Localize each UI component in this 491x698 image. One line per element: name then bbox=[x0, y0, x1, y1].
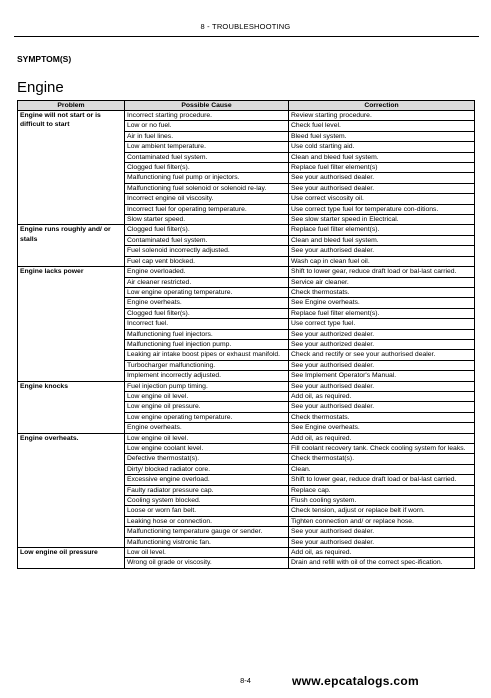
cause-cell: Loose or worn fan belt. bbox=[125, 506, 289, 516]
problem-cell: Engine will not start or is difficult to start bbox=[18, 111, 125, 225]
cause-cell: Low engine oil pressure. bbox=[125, 402, 289, 412]
correction-cell: See your authorised dealer. bbox=[289, 246, 475, 256]
cause-cell: Leaking hose or connection. bbox=[125, 516, 289, 526]
cause-cell: Implement incorrectly adjusted. bbox=[125, 371, 289, 381]
cause-cell: Clogged fuel filter(s). bbox=[125, 308, 289, 318]
cause-cell: Malfunctioning temperature gauge or sender. bbox=[125, 527, 289, 537]
correction-cell: Replace fuel filter element(s). bbox=[289, 308, 475, 318]
table-row bbox=[18, 225, 475, 235]
cause-cell: Excessive engine overload. bbox=[125, 475, 289, 485]
correction-cell: Shift to lower gear, reduce draft load or bal-last carried. bbox=[289, 267, 475, 277]
correction-cell: See your authorized dealer. bbox=[289, 339, 475, 349]
correction-cell: Check fuel level. bbox=[289, 121, 475, 131]
problem-cell: Engine knocks bbox=[18, 381, 125, 433]
cause-cell: Air cleaner restricted. bbox=[125, 277, 289, 287]
table-row bbox=[18, 267, 475, 277]
correction-cell: Fill coolant recovery tank. Check cooling system for leaks. bbox=[289, 444, 475, 454]
cause-cell: Low engine oil level. bbox=[125, 433, 289, 443]
table-row bbox=[18, 548, 475, 558]
correction-cell: Clean. bbox=[289, 464, 475, 474]
cause-cell: Leaking air intake boost pipes or exhaust manifold. bbox=[125, 350, 289, 360]
cause-cell: Incorrect starting procedure. bbox=[125, 111, 289, 121]
cause-cell: Malfunctioning vistronic fan. bbox=[125, 537, 289, 547]
cause-cell: Dirty/ blocked radiator core. bbox=[125, 464, 289, 474]
correction-cell: See your authorised dealer. bbox=[289, 183, 475, 193]
cause-cell: Malfunctioning fuel solenoid or solenoid re-lay. bbox=[125, 183, 289, 193]
column-header-correction: Correction bbox=[289, 101, 475, 111]
correction-cell: Add oil, as required. bbox=[289, 433, 475, 443]
problem-cell: Engine overheats. bbox=[18, 433, 125, 547]
cause-cell: Incorrect engine oil viscosity. bbox=[125, 194, 289, 204]
correction-cell: Clean and bleed fuel system. bbox=[289, 152, 475, 162]
correction-cell: Add oil, as required. bbox=[289, 548, 475, 558]
problem-cell: Engine runs roughly and/ or stalls bbox=[18, 225, 125, 267]
correction-cell: Shift to lower gear, reduce draft load or bal-last carried. bbox=[289, 475, 475, 485]
cause-cell: Fuel injection pump timing. bbox=[125, 381, 289, 391]
correction-cell: See your authorized dealer. bbox=[289, 329, 475, 339]
correction-cell: See your authorised dealer. bbox=[289, 537, 475, 547]
cause-cell: Low engine oil level. bbox=[125, 391, 289, 401]
cause-cell: Contaminated fuel system. bbox=[125, 235, 289, 245]
correction-cell: Use correct type fuel. bbox=[289, 319, 475, 329]
correction-cell: Drain and refill with oil of the correct spec-ification. bbox=[289, 558, 475, 568]
correction-cell: Service air cleaner. bbox=[289, 277, 475, 287]
watermark: www.epcatalogs.com bbox=[292, 674, 419, 688]
correction-cell: Tighten connection and/ or replace hose. bbox=[289, 516, 475, 526]
correction-cell: See Engine overheats. bbox=[289, 423, 475, 433]
cause-cell: Turbocharger malfunctioning. bbox=[125, 360, 289, 370]
correction-cell: Clean and bleed fuel system. bbox=[289, 235, 475, 245]
correction-cell: Replace fuel filter element(s). bbox=[289, 225, 475, 235]
cause-cell: Low oil level. bbox=[125, 548, 289, 558]
correction-cell: Use cold starting aid. bbox=[289, 142, 475, 152]
cause-cell: Contaminated fuel system. bbox=[125, 152, 289, 162]
correction-cell: Use correct type fuel for temperature con-ditions. bbox=[289, 204, 475, 214]
cause-cell: Malfunctioning fuel injection pump. bbox=[125, 339, 289, 349]
table-body bbox=[18, 111, 475, 569]
correction-cell: Check thermostat(s). bbox=[289, 454, 475, 464]
correction-cell: Check and rectify or see your authorised dealer. bbox=[289, 350, 475, 360]
problem-cell: Low engine oil pressure bbox=[18, 548, 125, 569]
subsection-title: Engine bbox=[17, 79, 64, 96]
column-header-possible-cause: Possible Cause bbox=[125, 101, 289, 111]
cause-cell: Low ambient temperature. bbox=[125, 142, 289, 152]
cause-cell: Engine overheats. bbox=[125, 298, 289, 308]
table-row bbox=[18, 433, 475, 443]
troubleshooting-table bbox=[17, 100, 475, 569]
cause-cell: Malfunctioning fuel injectors. bbox=[125, 329, 289, 339]
correction-cell: Add oil, as required. bbox=[289, 391, 475, 401]
correction-cell: See your authorised dealer. bbox=[289, 381, 475, 391]
correction-cell: See slow starter speed in Electrical. bbox=[289, 215, 475, 225]
correction-cell: See Engine overheats. bbox=[289, 298, 475, 308]
cause-cell: Faulty radiator pressure cap. bbox=[125, 485, 289, 495]
correction-cell: See your authorised dealer. bbox=[289, 527, 475, 537]
cause-cell: Air in fuel lines. bbox=[125, 131, 289, 141]
correction-cell: Wash cap in clean fuel oil. bbox=[289, 256, 475, 266]
cause-cell: Low engine coolant level. bbox=[125, 444, 289, 454]
correction-cell: Check thermostats. bbox=[289, 412, 475, 422]
correction-cell: See your authorised dealer. bbox=[289, 402, 475, 412]
page-number: 8-4 bbox=[240, 676, 251, 685]
correction-cell: See your authorised dealer. bbox=[289, 360, 475, 370]
table-row bbox=[18, 381, 475, 391]
correction-cell: Bleed fuel system. bbox=[289, 131, 475, 141]
section-title: SYMPTOM(S) bbox=[17, 54, 72, 64]
cause-cell: Clogged fuel filter(s). bbox=[125, 163, 289, 173]
page-header: 8 - TROUBLESHOOTING bbox=[200, 22, 291, 31]
table-header-row bbox=[18, 101, 475, 111]
correction-cell: See Implement Operator's Manual. bbox=[289, 371, 475, 381]
cause-cell: Clogged fuel filter(s). bbox=[125, 225, 289, 235]
column-header-problem: Problem bbox=[18, 101, 125, 111]
correction-cell: Replace fuel filter element(s) bbox=[289, 163, 475, 173]
header-divider bbox=[14, 36, 479, 37]
cause-cell: Slow starter speed. bbox=[125, 215, 289, 225]
correction-cell: Replace cap. bbox=[289, 485, 475, 495]
cause-cell: Incorrect fuel for operating temperature. bbox=[125, 204, 289, 214]
correction-cell: Flush cooling system. bbox=[289, 496, 475, 506]
cause-cell: Defective thermostat(s). bbox=[125, 454, 289, 464]
cause-cell: Wrong oil grade or viscosity. bbox=[125, 558, 289, 568]
table-row bbox=[18, 111, 475, 121]
cause-cell: Low engine operating temperature. bbox=[125, 287, 289, 297]
correction-cell: Use correct viscosity oil. bbox=[289, 194, 475, 204]
correction-cell: Check tension, adjust or replace belt if worn. bbox=[289, 506, 475, 516]
cause-cell: Low engine operating temperature. bbox=[125, 412, 289, 422]
correction-cell: See your authorised dealer. bbox=[289, 173, 475, 183]
cause-cell: Engine overheats. bbox=[125, 423, 289, 433]
cause-cell: Fuel solenoid incorrectly adjusted. bbox=[125, 246, 289, 256]
cause-cell: Engine overloaded. bbox=[125, 267, 289, 277]
cause-cell: Malfunctioning fuel pump or injectors. bbox=[125, 173, 289, 183]
cause-cell: Incorrect fuel. bbox=[125, 319, 289, 329]
correction-cell: Check thermostats. bbox=[289, 287, 475, 297]
correction-cell: Review starting procedure. bbox=[289, 111, 475, 121]
cause-cell: Fuel cap vent blocked. bbox=[125, 256, 289, 266]
cause-cell: Low or no fuel. bbox=[125, 121, 289, 131]
cause-cell: Cooling system blocked. bbox=[125, 496, 289, 506]
problem-cell: Engine lacks power bbox=[18, 267, 125, 381]
